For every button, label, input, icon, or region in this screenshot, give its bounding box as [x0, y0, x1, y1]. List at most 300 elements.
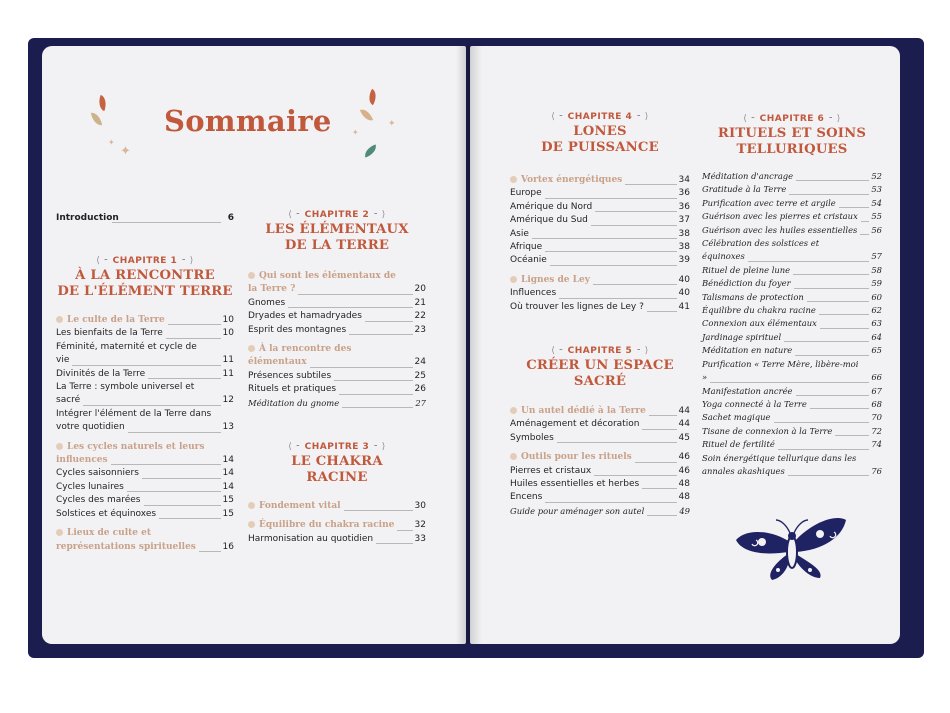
toc-entry-page: 68 [871, 398, 882, 409]
toc-entry[interactable] [510, 418, 690, 431]
dot-leader [793, 274, 869, 275]
ornament-icon: ⁃ ⟩ [828, 114, 841, 124]
dot-leader [545, 251, 677, 252]
toc-entry-title [248, 270, 426, 297]
toc-entry-page: 30 [414, 501, 426, 511]
toc-entry-page: 14 [222, 481, 234, 492]
chapter-title-line: DE PUISSANCE [541, 140, 659, 155]
toc-entry-text: À la rencontre des élémentaux [248, 344, 352, 368]
chapter-5-entries [510, 399, 690, 518]
toc-entry-page: 60 [871, 291, 882, 302]
toc-entry[interactable] [702, 398, 882, 411]
toc-entry[interactable] [702, 277, 882, 290]
toc-entry[interactable] [702, 331, 882, 344]
toc-entry-page: 33 [414, 533, 426, 544]
intro-list [56, 212, 234, 225]
toc-entry[interactable] [510, 174, 690, 187]
chapter-number: CHAPITRE 4 [567, 112, 633, 122]
toc-entry-page: 13 [222, 422, 234, 433]
toc-entry-text: Qui sont les élémentaux de la Terre ? [248, 271, 396, 295]
toc-entry-text: Intégrer l'élément de la Terre dans votre quotidien [56, 408, 212, 433]
toc-entry-page: 14 [222, 455, 234, 466]
toc-entry[interactable] [702, 197, 882, 210]
toc-entry-text: Les cycles naturels et leurs influences [56, 441, 205, 466]
toc-entry[interactable] [510, 432, 690, 445]
chapter-number: CHAPITRE 2 [304, 210, 370, 220]
toc-entry[interactable] [56, 467, 234, 480]
ornament-icon: ⁃ ⟩ [373, 210, 386, 220]
toc-entry[interactable] [56, 527, 234, 554]
toc-entry[interactable] [702, 411, 882, 424]
toc-entry-page: 26 [414, 384, 426, 395]
toc-entry-title [702, 224, 882, 237]
dot-leader [649, 415, 677, 416]
toc-entry-page: 10 [222, 315, 234, 325]
dot-leader [127, 491, 221, 492]
ornament-icon: ⁃ ⟩ [636, 346, 649, 356]
toc-entry[interactable] [702, 264, 882, 277]
toc-entry-text: Purification avec terre et argile [702, 197, 836, 208]
toc-entry-page: 12 [222, 395, 234, 406]
toc-entry[interactable] [702, 237, 882, 264]
toc-entry[interactable] [248, 533, 426, 546]
bullet-icon [248, 345, 255, 352]
toc-entry[interactable] [248, 324, 426, 337]
dot-leader [339, 394, 413, 395]
toc-entry-text: Rituels et pratiques [248, 384, 337, 395]
chapter-6-header [702, 114, 882, 158]
chapter-title-line: SACRÉ [573, 374, 627, 389]
ornament-icon: ⟨ ⁃ [743, 114, 756, 124]
toc-entry[interactable] [510, 228, 690, 241]
toc-entry-page: 65 [871, 345, 882, 356]
toc-entry[interactable] [510, 187, 690, 200]
toc-entry[interactable] [702, 358, 882, 385]
dot-leader [111, 464, 221, 465]
toc-entry-text: Afrique [510, 242, 543, 253]
toc-entry[interactable] [56, 327, 234, 340]
dot-leader [342, 407, 413, 408]
dot-leader [557, 442, 677, 443]
dot-leader [647, 311, 677, 312]
toc-entry-text: Influences [510, 288, 557, 299]
toc-entry[interactable] [510, 287, 690, 300]
toc-entry-page: 76 [871, 465, 882, 476]
bullet-icon [248, 502, 255, 509]
toc-entry-introduction[interactable]: Introduction 6 [56, 213, 234, 223]
dot-leader [591, 225, 677, 226]
toc-entry-page: 38 [678, 242, 690, 253]
dot-leader [594, 475, 677, 476]
dot-leader [642, 488, 677, 489]
toc-entry-page: 45 [678, 432, 690, 443]
chapter-title-line: LONES [573, 124, 627, 139]
dot-leader [142, 478, 221, 479]
bullet-icon [248, 521, 255, 528]
toc-entry[interactable] [56, 508, 234, 521]
dot-leader [839, 207, 869, 208]
chapter-title-line: TELLURIQUES [736, 142, 848, 157]
toc-entry-title [56, 441, 234, 468]
toc-entry-page: 70 [871, 412, 882, 423]
toc-entry-page: 15 [222, 495, 234, 506]
toc-entry-title [56, 408, 234, 435]
toc-entry-page: 58 [871, 264, 882, 275]
dot-leader [199, 551, 221, 552]
dot-leader [794, 288, 869, 289]
toc-entry-text: Rituel de fertilité [702, 439, 775, 450]
chapter-title [248, 222, 426, 254]
chapter-title-line: RITUELS ET SOINS [717, 126, 867, 141]
dot-leader [820, 328, 869, 329]
dot-leader [288, 307, 413, 308]
toc-entry-page: 44 [678, 419, 690, 430]
dot-leader [593, 284, 677, 285]
chapter-4-header [510, 112, 690, 156]
toc-entry-page: 32 [414, 520, 426, 531]
book-gutter [456, 46, 482, 644]
toc-entry-text: Un autel dédié à la Terre [521, 406, 646, 416]
toc-entry-text: Guérison avec les huiles essentielles [702, 224, 858, 235]
toc-entry-page: 62 [871, 305, 882, 316]
ornament-icon: ⟨ ⁃ [288, 210, 301, 220]
toc-entry[interactable] [702, 304, 882, 317]
toc-entry[interactable] [56, 494, 234, 507]
chapter-title-line: À LA RENCONTRE [75, 268, 215, 283]
toc-entry-text: Méditation d'ancrage [702, 171, 794, 181]
dot-leader [796, 395, 870, 396]
toc-entry-page: 23 [414, 324, 426, 335]
toc-entry[interactable] [702, 183, 882, 196]
toc-entry[interactable] [510, 505, 690, 518]
dot-leader [545, 502, 677, 503]
toc-entry-text: Cycles lunaires [56, 481, 124, 492]
dot-leader [166, 338, 221, 339]
dot-leader [835, 435, 869, 436]
ornament-icon: ⁃ ⟩ [373, 442, 386, 452]
toc-entry[interactable] [56, 381, 234, 408]
toc-entry-page: 67 [871, 385, 882, 396]
toc-entry-page: 40 [678, 274, 690, 285]
toc-entry-text: Guide pour aménager son autel [510, 505, 645, 516]
dot-leader [148, 378, 221, 379]
toc-entry-page: 34 [678, 175, 690, 185]
toc-entry-text: La Terre : symbole universel et sacré [56, 382, 195, 406]
chapter-title [56, 268, 234, 300]
chapter-4-entries [510, 168, 690, 314]
dot-leader [748, 261, 869, 262]
toc-entry-page: 46 [678, 452, 690, 463]
chapter-label [56, 256, 234, 266]
toc-entry[interactable] [56, 314, 234, 327]
toc-entry-title [702, 210, 882, 223]
dot-leader [83, 405, 221, 406]
toc-entry[interactable] [702, 210, 882, 223]
toc-entry[interactable] [702, 344, 882, 357]
toc-entry-text: Le culte de la Terre [67, 315, 165, 325]
ornament-icon: ⟨ ⁃ [551, 346, 564, 356]
toc-entry-title [248, 343, 426, 370]
toc-entry-page: 46 [678, 465, 690, 476]
toc-entry[interactable] [702, 170, 882, 183]
toc-entry-page: 21 [414, 297, 426, 308]
toc-entry-page: 66 [871, 372, 882, 383]
chapter-label [702, 114, 882, 124]
chapter-label [510, 112, 690, 122]
chapter-number: CHAPITRE 1 [112, 256, 178, 266]
dot-leader [861, 221, 869, 222]
toc-entry-text: Gnomes [248, 297, 286, 308]
dot-leader [807, 301, 869, 302]
toc-entry[interactable] [248, 500, 426, 513]
chapter-title [702, 126, 882, 158]
toc-entry-title [56, 527, 234, 554]
toc-entry-page: 24 [414, 357, 426, 368]
toc-entry-text: Tisane de connexion à la Terre [702, 425, 833, 436]
toc-entry[interactable] [510, 241, 690, 254]
toc-entry-text: Symboles [510, 432, 554, 443]
toc-entry-page: 14 [222, 468, 234, 479]
toc-entry[interactable] [510, 254, 690, 267]
toc-entry[interactable] [56, 368, 234, 381]
toc-entry-text: Soin énergétique tellurique dans les annales akashiques [702, 452, 857, 476]
chapter-number: CHAPITRE 3 [304, 442, 370, 452]
toc-entry-page: 63 [871, 318, 882, 329]
dot-leader [796, 180, 869, 181]
ornament-icon: ⟨ ⁃ [96, 256, 109, 266]
toc-entry-text: Lieux de culte et représentations spirituelles [56, 528, 196, 552]
dot-leader [795, 355, 869, 356]
toc-entry-page: 53 [871, 184, 882, 195]
chapter-title-line: DE L'ÉLÉMENT TERRE [57, 284, 233, 299]
ornament-icon: ⁃ ⟩ [636, 112, 649, 122]
toc-entry-page: 74 [871, 439, 882, 450]
toc-entry[interactable] [702, 425, 882, 438]
toc-entry-text: Lignes de Ley [521, 274, 590, 285]
toc-entry[interactable] [248, 310, 426, 323]
sparkle-icon: ✦ [352, 128, 359, 137]
toc-entry[interactable] [702, 317, 882, 330]
bullet-icon [510, 176, 517, 183]
dot-leader [784, 341, 869, 342]
toc-entry-page: 56 [871, 224, 882, 235]
dot-leader [559, 298, 677, 299]
dot-leader [819, 314, 869, 315]
toc-entry-title [702, 358, 882, 385]
chapter-label [248, 442, 426, 452]
toc-entry-text: Aménagement et décoration [510, 419, 640, 430]
dot-leader [789, 194, 869, 195]
toc-entry-text: Asie [510, 228, 529, 239]
toc-entry-page: 25 [414, 370, 426, 381]
bullet-icon [56, 529, 63, 536]
toc-entry-page: 36 [678, 201, 690, 212]
toc-entry-text: Outils pour les rituels [521, 452, 632, 463]
chapter-5-header [510, 346, 690, 390]
dot-leader [710, 382, 869, 383]
toc-entry[interactable] [248, 297, 426, 310]
toc-entry[interactable] [702, 438, 882, 451]
toc-entry-text: Célébration des solstices et équinoxes [702, 238, 820, 262]
toc-entry[interactable] [56, 481, 234, 494]
toc-entry[interactable] [248, 270, 426, 297]
chapter-label [248, 210, 426, 220]
toc-entry[interactable] [248, 343, 426, 370]
toc-entry-text: Féminité, maternité et cycle de vie [56, 341, 197, 366]
toc-entry[interactable] [248, 370, 426, 383]
toc-entry-page: 54 [871, 197, 882, 208]
toc-entry-text: Sachet magique [702, 412, 771, 423]
toc-entry-text: Les bienfaits de la Terre [56, 328, 163, 339]
toc-entry-text: Rituel de pleine lune [702, 264, 791, 275]
dot-leader [788, 475, 869, 476]
toc-entry-page: 10 [222, 328, 234, 339]
toc-entry-text: Connexion aux élémentaux [702, 318, 817, 329]
toc-entry-page: 72 [871, 425, 882, 436]
toc-entry[interactable] [702, 224, 882, 237]
chapter-3-entries [248, 494, 426, 546]
chapter-6-entries [702, 170, 882, 478]
toc-entry-text: Encens [510, 492, 543, 503]
bullet-icon [248, 272, 255, 279]
toc-entry-page: 16 [222, 541, 234, 552]
toc-entry-text: Méditation du gnome [248, 397, 340, 408]
toc-entry[interactable] [248, 383, 426, 396]
toc-entry-page: 40 [678, 288, 690, 299]
toc-entry[interactable] [510, 465, 690, 478]
bullet-icon [510, 276, 517, 283]
toc-entry-text: Équilibre du chakra racine [702, 305, 816, 316]
toc-entry-page: 49 [679, 505, 690, 516]
dot-leader [774, 422, 870, 423]
toc-entry[interactable] [248, 519, 426, 532]
toc-entry-text: Pierres et cristaux [510, 465, 592, 476]
chapter-title-line: CRÉER UN ESPACE [526, 358, 674, 373]
toc-entry[interactable] [510, 214, 690, 227]
toc-entry[interactable] [510, 478, 690, 491]
toc-entry-page: 11 [222, 368, 234, 379]
toc-entry-title [56, 341, 234, 368]
toc-entry[interactable] [510, 301, 690, 314]
toc-entry-text: Huiles essentielles et herbes [510, 479, 640, 490]
toc-entry-text: Vortex énergétiques [521, 175, 623, 185]
toc-entry[interactable] [56, 341, 234, 368]
toc-entry-text: Harmonisation au quotidien [248, 533, 374, 544]
toc-entry-title [702, 452, 882, 479]
dot-leader [144, 505, 222, 506]
toc-entry[interactable] [510, 274, 690, 287]
toc-entry-text: Équilibre du chakra racine [259, 520, 395, 531]
toc-entry-page: 38 [678, 228, 690, 239]
toc-entry[interactable] [510, 405, 690, 418]
toc-entry-text: Amérique du Sud [510, 215, 588, 226]
chapter-label [510, 346, 690, 356]
toc-entry-text: Méditation en nature [702, 345, 793, 356]
toc-entry-text: Guérison avec les pierres et cristaux [702, 211, 858, 222]
toc-entry-text: Dryades et hamadryades [248, 311, 362, 322]
toc-entry-page: 59 [871, 278, 882, 289]
ornament-icon: ⟨ ⁃ [551, 112, 564, 122]
toc-entry-page: 64 [871, 331, 882, 342]
chapter-number: CHAPITRE 6 [759, 114, 825, 124]
toc-entry-title [56, 381, 234, 408]
page-title: Sommaire [164, 104, 332, 138]
toc-entry[interactable] [248, 397, 426, 410]
toc-entry-page: 39 [678, 255, 690, 266]
toc-entry-text: Amérique du Nord [510, 201, 593, 212]
toc-entry-text: Cycles des marées [56, 495, 141, 506]
chapter-1-header [56, 256, 234, 300]
chapter-number: CHAPITRE 5 [567, 346, 633, 356]
bullet-icon [510, 407, 517, 414]
bullet-icon [510, 453, 517, 460]
toc-entry-page: 15 [222, 508, 234, 519]
toc-entry-text: Talismans de protection [702, 291, 804, 302]
toc-entry[interactable] [510, 451, 690, 464]
toc-entry-page: 27 [415, 397, 426, 408]
chapter-2-entries [248, 264, 426, 410]
dot-leader [344, 510, 413, 511]
dot-leader [159, 518, 221, 519]
toc-entry[interactable] [510, 491, 690, 504]
chapter-title [510, 124, 690, 156]
toc-entry[interactable] [510, 201, 690, 214]
toc-entry[interactable] [56, 441, 234, 468]
toc-entry[interactable] [56, 408, 234, 435]
toc-entry-page: 44 [678, 406, 690, 416]
dot-leader [298, 294, 413, 295]
dot-leader [168, 324, 221, 325]
toc-entry-page: 11 [222, 355, 234, 366]
toc-entry[interactable] [702, 385, 882, 398]
toc-entry-page: 36 [678, 188, 690, 199]
dot-leader [642, 429, 677, 430]
dot-leader [365, 321, 413, 322]
chapter-title-line: DE LA TERRE [284, 238, 390, 253]
sparkle-icon: ✦ [388, 119, 396, 129]
dot-leader [625, 184, 677, 185]
dot-leader [376, 543, 413, 544]
dot-leader [545, 198, 677, 199]
dot-leader [647, 515, 677, 516]
toc-entry-text: Océanie [510, 255, 547, 266]
toc-entry-text: Bénédiction du foyer [702, 278, 791, 289]
toc-entry[interactable] [702, 452, 882, 479]
toc-entry-text: Solstices et équinoxes [56, 508, 157, 519]
dot-leader [532, 238, 677, 239]
sparkle-icon: ✦ [120, 144, 131, 159]
toc-entry-text: Présences subtiles [248, 370, 332, 381]
toc-entry-page: 41 [678, 301, 690, 312]
ornament-icon: ⟨ ⁃ [288, 442, 301, 452]
toc-entry-page: 55 [871, 211, 882, 222]
dot-leader [778, 449, 869, 450]
chapter-2-header [248, 210, 426, 254]
dot-leader [595, 211, 677, 212]
chapter-3-header [248, 442, 426, 486]
toc-entry-text: Europe [510, 188, 542, 199]
toc-entry-text: Gratitude à la Terre [702, 184, 787, 195]
ornament-icon: ⁃ ⟩ [181, 256, 194, 266]
toc-entry-text: Yoga connecté à la Terre [702, 398, 807, 409]
toc-entry-title [702, 237, 882, 264]
dot-leader [397, 530, 413, 531]
dot-leader [635, 462, 677, 463]
chapter-title-line: LES ÉLÉMENTAUX [265, 222, 409, 237]
toc-entry[interactable] [702, 291, 882, 304]
toc-entry-text: Où trouver les lignes de Ley ? [510, 301, 644, 312]
bullet-icon [56, 316, 63, 323]
